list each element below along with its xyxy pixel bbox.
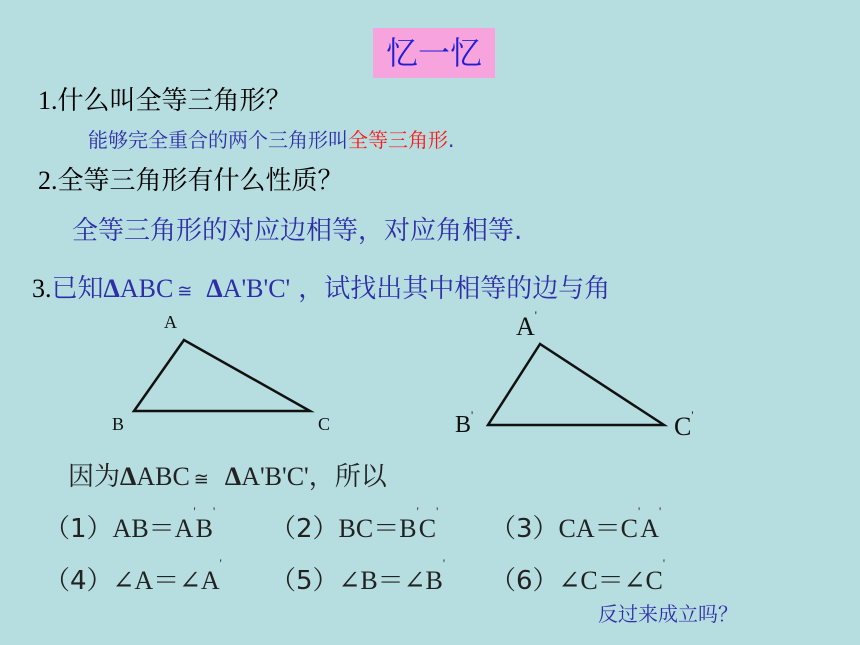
question-1-text: 什么叫全等三角形？: [57, 86, 292, 116]
prime-mark: ': [638, 504, 641, 518]
slide-title: 忆一忆: [373, 28, 495, 78]
because-delta-2: Δ: [224, 462, 242, 491]
because-delta: Δ: [120, 462, 137, 491]
because-prefix: 因为: [68, 462, 121, 492]
relation-4: [44, 556, 222, 597]
question-3-prefix: 已知: [51, 274, 104, 304]
question-2-text: 全等三角形有什么性质？: [57, 166, 344, 196]
prime-mark: ': [471, 408, 474, 422]
triangle-1-name: ABC: [119, 274, 174, 303]
question-3-number: 3.: [32, 274, 52, 303]
relation-text: BC＝B: [338, 514, 417, 543]
vertex-b-prime-label: [455, 408, 474, 439]
because-congruent: ≅: [193, 469, 209, 489]
congruent-symbol: ≅: [177, 281, 193, 301]
prime-mark: ': [193, 504, 196, 518]
prime-mark: ': [658, 504, 662, 518]
prime-mark: ': [219, 556, 222, 570]
relation-number: （1）: [44, 514, 113, 544]
prime-mark: ': [662, 556, 665, 570]
vertex-a-prime-letter: A: [516, 312, 535, 341]
prime-mark: ': [691, 408, 694, 422]
triangle-abc-prime: [488, 344, 664, 425]
relation-text: CA＝C: [558, 514, 639, 543]
relation-text: AB＝A: [112, 514, 194, 543]
relation-text: ∠C＝∠C: [558, 566, 663, 595]
vertex-c-label: C: [318, 414, 331, 434]
because-tri2: A'B'C': [241, 462, 309, 491]
relation-2: [270, 504, 439, 545]
vertex-c-prime-letter: C: [674, 412, 692, 441]
relation-5: [270, 556, 445, 597]
relation-1: [44, 504, 216, 545]
relation-text: C: [418, 514, 437, 543]
relation-6: [490, 556, 665, 597]
prime-mark: ': [212, 504, 216, 518]
relation-number: （6）: [490, 566, 559, 596]
vertex-c-prime-label: [674, 408, 694, 442]
relation-text: ∠A＝∠A: [112, 566, 220, 595]
relation-number: （3）: [490, 514, 559, 544]
prime-mark: ': [534, 308, 537, 322]
because-suffix: ，所以: [308, 462, 387, 492]
prime-mark: ': [436, 504, 439, 518]
footer-question: 反过来成立吗？: [598, 602, 738, 626]
question-3-suffix: ，试找出其中相等的边与角: [298, 274, 611, 304]
because-line: [68, 456, 387, 493]
question-1-number: 1.: [38, 86, 58, 115]
relation-number: （4）: [44, 566, 113, 596]
prime-mark: ': [416, 504, 419, 518]
relation-number: （2）: [270, 514, 339, 544]
relation-text: B: [195, 514, 213, 543]
prime-mark: ': [442, 556, 445, 570]
triangle-abc: [134, 340, 310, 411]
delta-symbol-2: Δ: [206, 274, 223, 303]
question-2-number: 2.: [38, 166, 58, 195]
vertex-b-label: B: [112, 414, 125, 434]
relation-text: ∠B＝∠B: [338, 566, 443, 595]
triangle-2-name: A'B'C': [222, 274, 291, 303]
because-tri1: ABC: [136, 462, 190, 491]
relation-text: A: [640, 514, 659, 543]
relation-3: [490, 504, 662, 545]
answer-1-end: .: [448, 128, 455, 152]
answer-1-highlight: 全等三角形: [348, 128, 448, 152]
delta-symbol: Δ: [103, 274, 120, 303]
vertex-b-prime-letter: B: [455, 412, 472, 438]
relation-number: （5）: [270, 566, 339, 596]
vertex-a-label: A: [164, 312, 177, 332]
answer-1-text: 能够完全重合的两个三角形叫: [88, 128, 348, 152]
vertex-a-prime-label: [516, 308, 537, 342]
answer-2: 全等三角形的对应边相等，对应角相等.: [72, 216, 523, 246]
